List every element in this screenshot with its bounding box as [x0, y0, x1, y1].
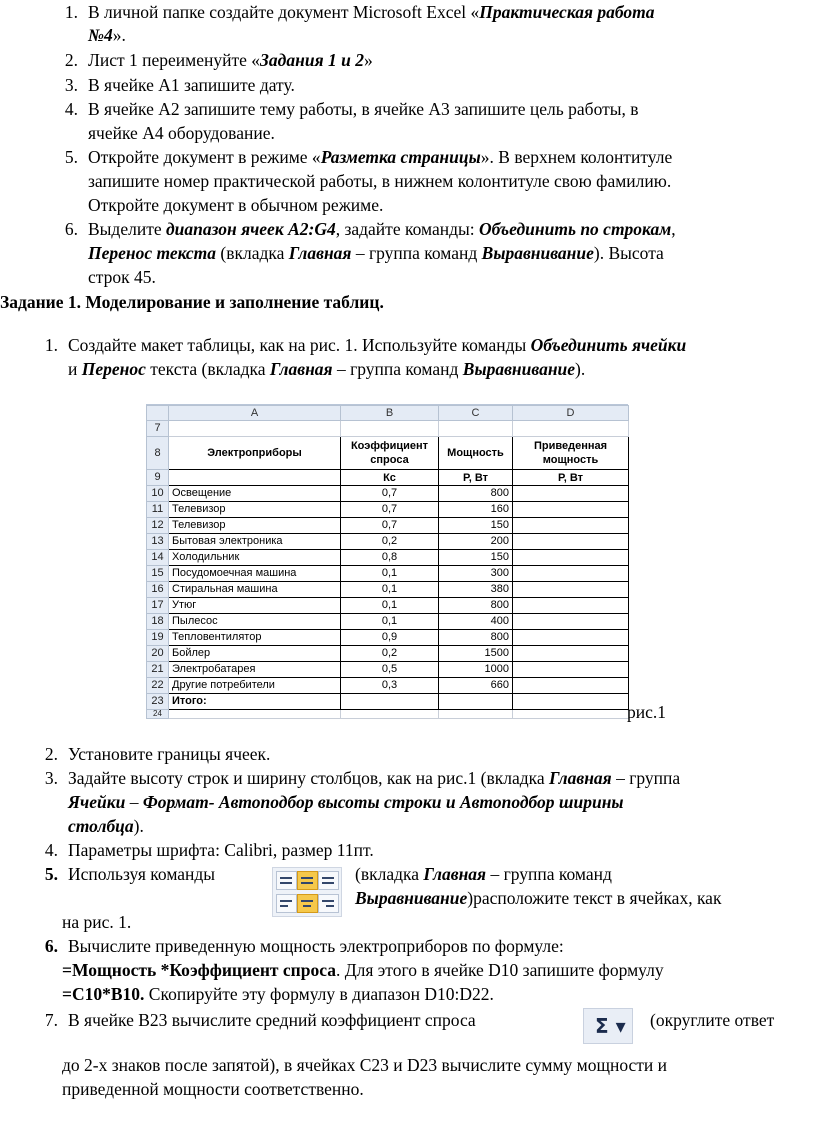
list-number: 5.	[44, 864, 58, 884]
appliance-cell: Тепловентилятор	[169, 630, 341, 646]
text-run: Практическая работа	[479, 2, 655, 22]
reduced-power-cell	[513, 566, 629, 582]
sheet-cell	[439, 694, 513, 710]
row-number: 23	[147, 694, 169, 710]
list-item-text	[355, 886, 721, 910]
table-row	[147, 582, 629, 598]
text-run: Выделите	[88, 219, 166, 239]
total-label: Итого:	[169, 694, 341, 710]
text-run: )расположите текст в ячейках, как	[467, 888, 722, 908]
list-item-text	[68, 333, 686, 357]
table-row	[147, 646, 629, 662]
coefficient-cell: 0,2	[341, 646, 439, 662]
list-item-text	[68, 862, 215, 886]
header-cell: Мощность	[439, 437, 513, 470]
power-cell: 1500	[439, 646, 513, 662]
power-cell: 150	[439, 518, 513, 534]
appliance-cell: Бытовая электроника	[169, 534, 341, 550]
sheet-cell	[439, 421, 513, 437]
header-cell: Коэффициент спроса	[341, 437, 439, 470]
text-run: ячейке А4 оборудование.	[88, 123, 275, 143]
text-run: Объединить по строкам	[478, 219, 672, 239]
table-row	[147, 630, 629, 646]
text-run: – группа команд	[351, 243, 482, 263]
list-number: 5.	[64, 147, 78, 167]
text-run: Скопируйте эту формулу в диапазон D10:D22.	[144, 984, 494, 1004]
sheet-cell	[169, 710, 341, 719]
power-cell: 660	[439, 678, 513, 694]
list-item-text	[68, 814, 144, 838]
text-run: Перенос текста	[88, 243, 216, 263]
coefficient-cell: 0,7	[341, 518, 439, 534]
table-row	[147, 598, 629, 614]
list-item-text	[88, 121, 275, 145]
coefficient-cell: 0,1	[341, 582, 439, 598]
list-item-text	[88, 145, 672, 169]
text-run: Лист 1 переименуйте «	[88, 50, 261, 70]
list-item-text	[88, 169, 671, 193]
appliance-cell: Телевизор	[169, 502, 341, 518]
text-run: Создайте макет таблицы, как на рис. 1. Используйте команды	[68, 335, 531, 355]
column-header: D	[513, 406, 629, 421]
list-item-text	[68, 934, 564, 958]
appliance-cell: Электробатарея	[169, 662, 341, 678]
text-align-icon	[272, 867, 342, 917]
text-run: диапазон ячеек А2:G4	[166, 219, 336, 239]
row-number: 18	[147, 614, 169, 630]
task-heading: Задание 1. Моделирование и заполнение таблиц.	[0, 292, 384, 312]
row-number: 12	[147, 518, 169, 534]
table-row	[147, 614, 629, 630]
text-run: (вкладка	[216, 243, 289, 263]
table-row	[147, 550, 629, 566]
list-number: 3.	[64, 75, 78, 95]
list-number: 7.	[44, 1010, 58, 1030]
sheet-cell	[513, 694, 629, 710]
appliance-cell: Бойлер	[169, 646, 341, 662]
coefficient-cell: 0,1	[341, 614, 439, 630]
row-number: 9	[147, 470, 169, 486]
text-run: на рис. 1.	[62, 912, 132, 932]
list-item-text	[88, 265, 156, 289]
text-run: В личной папке создайте документ Microsoft Excel «	[88, 2, 480, 22]
row-number: 21	[147, 662, 169, 678]
power-cell: 150	[439, 550, 513, 566]
text-run: ,	[671, 219, 676, 239]
sheet-row	[147, 421, 629, 437]
power-cell: 160	[439, 502, 513, 518]
list-item-text	[88, 241, 664, 265]
list-item-text	[62, 1077, 364, 1101]
table-row	[147, 534, 629, 550]
text-run: Формат- Автоподбор высоты строки и Автоподбор ширины	[142, 792, 624, 812]
list-number: 1.	[44, 335, 58, 355]
text-run: =C10*B10.	[62, 984, 145, 1004]
row-number: 13	[147, 534, 169, 550]
sheet-row	[147, 710, 629, 719]
power-cell: 380	[439, 582, 513, 598]
text-run: ).	[133, 816, 144, 836]
text-run: Разметка страницы	[320, 147, 481, 167]
text-run: Перенос	[81, 359, 146, 379]
text-run: Выравнивание	[481, 243, 594, 263]
sheet-cell	[513, 421, 629, 437]
row-number: 7	[147, 421, 169, 437]
list-item-text	[62, 982, 494, 1006]
total-row	[147, 694, 629, 710]
coefficient-cell: 0,7	[341, 486, 439, 502]
spreadsheet-figure	[146, 404, 628, 717]
text-run: , задайте команды:	[335, 219, 479, 239]
header-cell: Электроприборы	[169, 437, 341, 470]
coefficient-cell: 0,8	[341, 550, 439, 566]
list-number: 4.	[44, 840, 58, 860]
list-item-text	[88, 23, 126, 47]
sheet-cell	[513, 710, 629, 719]
sheet-cell	[169, 470, 341, 486]
column-header	[147, 406, 169, 421]
row-number: 11	[147, 502, 169, 518]
unit-cell: Кс	[341, 470, 439, 486]
power-cell: 800	[439, 630, 513, 646]
text-run: строк 45.	[88, 267, 156, 287]
sheet-cell	[341, 710, 439, 719]
text-run: –	[125, 792, 143, 812]
list-number: 6.	[44, 936, 58, 956]
text-run: В ячейке А2 запишите тему работы, в ячейке А3 запишите цель работы, в	[88, 99, 639, 119]
text-run: до 2-х знаков после запятой), в ячейках С23 и D23 вычислите сумму мощности и	[62, 1055, 668, 1075]
list-item-text	[88, 48, 373, 72]
list-number: 6.	[64, 219, 78, 239]
unit-row	[147, 470, 629, 486]
text-run: Вычислите приведенную мощность электроприборов по формуле:	[68, 936, 564, 956]
reduced-power-cell	[513, 534, 629, 550]
text-run: (округлите ответ	[650, 1010, 775, 1030]
list-number: 3.	[44, 768, 58, 788]
row-number: 19	[147, 630, 169, 646]
list-number: 4.	[64, 99, 78, 119]
text-run: Выравнивание	[355, 888, 468, 908]
text-run: Главная	[423, 864, 487, 884]
list-item-text	[68, 766, 680, 790]
text-run: – группа команд	[486, 864, 612, 884]
text-run: В ячейке В23 вычислите средний коэффициент спроса	[68, 1010, 476, 1030]
reduced-power-cell	[513, 646, 629, 662]
text-run: и	[68, 359, 82, 379]
row-number: 16	[147, 582, 169, 598]
reduced-power-cell	[513, 662, 629, 678]
power-cell: 400	[439, 614, 513, 630]
coefficient-cell: 0,3	[341, 678, 439, 694]
text-run: Используя команды	[68, 864, 216, 884]
sigma-glyph: Σ ▾	[595, 1014, 626, 1038]
table-header-row	[147, 437, 629, 470]
appliance-cell: Телевизор	[169, 518, 341, 534]
appliance-cell: Холодильник	[169, 550, 341, 566]
appliance-cell: Стиральная машина	[169, 582, 341, 598]
text-run: текста (вкладка	[145, 359, 270, 379]
column-header: B	[341, 406, 439, 421]
text-run: – группа	[611, 768, 681, 788]
text-run: №4	[88, 25, 113, 45]
appliance-cell: Утюг	[169, 598, 341, 614]
text-run: Объединить ячейки	[530, 335, 687, 355]
reduced-power-cell	[513, 598, 629, 614]
autosum-icon	[583, 1008, 633, 1044]
sheet-cell	[341, 694, 439, 710]
unit-cell: Р, Вт	[513, 470, 629, 486]
coefficient-cell: 0,9	[341, 630, 439, 646]
power-cell: 1000	[439, 662, 513, 678]
reduced-power-cell	[513, 518, 629, 534]
coefficient-cell: 0,5	[341, 662, 439, 678]
list-item-text	[88, 193, 383, 217]
text-run: ). Высота	[593, 243, 664, 263]
reduced-power-cell	[513, 502, 629, 518]
table-row	[147, 502, 629, 518]
row-number: 14	[147, 550, 169, 566]
list-item-text	[62, 1053, 667, 1077]
text-run: Откройте документ в режиме «	[88, 147, 321, 167]
text-run: (вкладка	[355, 864, 424, 884]
text-run: . Для этого в ячейке D10 запишите формулу	[335, 960, 664, 980]
row-number: 22	[147, 678, 169, 694]
text-run: Установите границы ячеек.	[68, 744, 271, 764]
text-run: ).	[575, 359, 586, 379]
text-run: Задайте высоту строк и ширину столбцов, как на рис.1 (вкладка	[68, 768, 550, 788]
row-number: 15	[147, 566, 169, 582]
text-run: столбца	[68, 816, 134, 836]
coefficient-cell: 0,2	[341, 534, 439, 550]
coefficient-cell: 0,7	[341, 502, 439, 518]
table-row	[147, 678, 629, 694]
row-number: 20	[147, 646, 169, 662]
list-item-text	[88, 73, 295, 97]
row-number: 24	[147, 710, 169, 719]
text-run: »	[363, 50, 373, 70]
list-item-text	[62, 958, 664, 982]
text-run: Задания 1 и 2	[260, 50, 364, 70]
list-number: 2.	[64, 50, 78, 70]
list-item-text	[355, 862, 612, 886]
row-number: 8	[147, 437, 169, 470]
figure-caption: рис.1	[627, 702, 667, 722]
power-cell: 800	[439, 598, 513, 614]
column-header: C	[439, 406, 513, 421]
reduced-power-cell	[513, 550, 629, 566]
appliance-cell: Посудомоечная машина	[169, 566, 341, 582]
text-run: Главная	[269, 359, 333, 379]
table-row	[147, 662, 629, 678]
list-item-text	[68, 357, 585, 381]
table-row	[147, 518, 629, 534]
list-item-text	[88, 97, 639, 121]
reduced-power-cell	[513, 678, 629, 694]
text-run: запишите номер практической работы, в нижнем колонтитуле свою фамилию.	[88, 171, 672, 191]
text-run: =Мощность *Коэффициент спроса	[62, 960, 336, 980]
row-number: 10	[147, 486, 169, 502]
list-item-text	[68, 838, 374, 862]
text-run: Ячейки	[68, 792, 126, 812]
header-cell: Приведенная мощность	[513, 437, 629, 470]
list-item-text	[88, 217, 676, 241]
power-cell: 800	[439, 486, 513, 502]
text-run: В ячейке А1 запишите дату.	[88, 75, 295, 95]
power-cell: 200	[439, 534, 513, 550]
appliance-cell: Освещение	[169, 486, 341, 502]
sheet-cell	[169, 421, 341, 437]
table-row	[147, 486, 629, 502]
sheet-cell	[439, 710, 513, 719]
appliance-cell: Пылесос	[169, 614, 341, 630]
coefficient-cell: 0,1	[341, 566, 439, 582]
column-header: A	[169, 406, 341, 421]
power-cell: 300	[439, 566, 513, 582]
row-number: 17	[147, 598, 169, 614]
unit-cell: Р, Вт	[439, 470, 513, 486]
reduced-power-cell	[513, 582, 629, 598]
appliance-cell: Другие потребители	[169, 678, 341, 694]
table-row	[147, 566, 629, 582]
list-item-text	[650, 1008, 774, 1032]
text-run: ». В верхнем колонтитуле	[480, 147, 673, 167]
text-run: Главная	[549, 768, 612, 788]
list-item-text	[88, 0, 655, 24]
reduced-power-cell	[513, 614, 629, 630]
list-number: 2.	[44, 744, 58, 764]
sheet-cell	[341, 421, 439, 437]
text-run: Откройте документ в обычном режиме.	[88, 195, 384, 215]
list-item-text	[68, 1008, 476, 1032]
text-run: ».	[112, 25, 126, 45]
text-run: Главная	[288, 243, 352, 263]
coefficient-cell: 0,1	[341, 598, 439, 614]
column-header-row	[147, 406, 629, 421]
list-item-text	[68, 790, 624, 814]
reduced-power-cell	[513, 630, 629, 646]
text-run: Выравнивание	[462, 359, 576, 379]
text-run: Параметры шрифта: Calibri, размер 11пт.	[68, 840, 374, 860]
text-run: – группа команд	[332, 359, 463, 379]
list-item-text	[62, 910, 131, 934]
text-run: приведенной мощности соответственно.	[62, 1079, 364, 1099]
reduced-power-cell	[513, 486, 629, 502]
list-number: 1.	[64, 2, 78, 22]
list-item-text	[68, 742, 270, 766]
